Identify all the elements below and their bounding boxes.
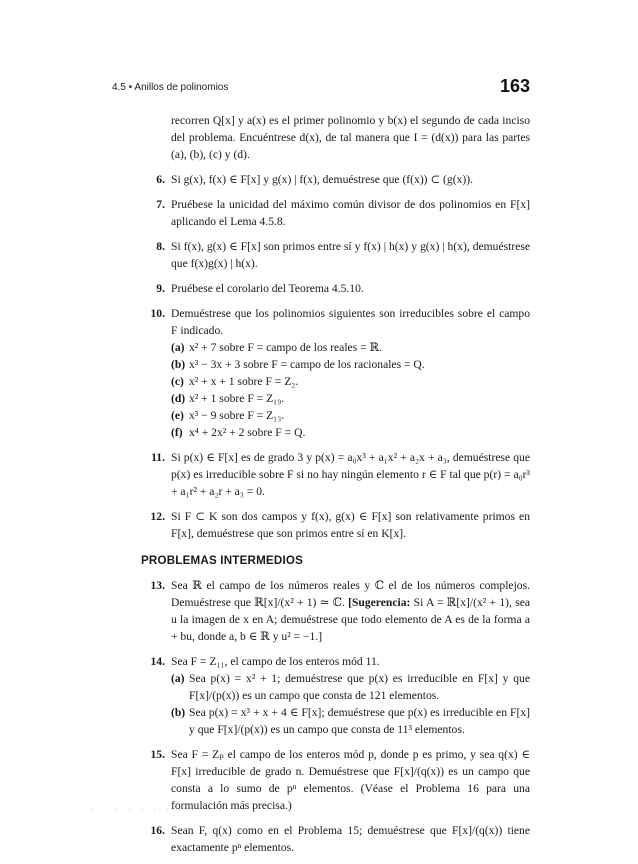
subitem: [171, 390, 530, 407]
problem-item: [143, 746, 530, 814]
problem-text: Sea F = Z₁₁, el campo de los enteros mód 11.: [171, 655, 380, 668]
subitem-list: [171, 670, 530, 738]
subitem-text: x³ − 3x + 3 sobre F = campo de los racionales = Q.: [189, 358, 425, 371]
problem-text: Si F ⊂ K son dos campos y f(x), g(x) ∈ F[x] son relativamente primos en F[x], demuéstrese que son primos entre sí en K[x].: [171, 510, 530, 540]
problem-number: 9.: [156, 282, 165, 295]
subitem-text: x² + x + 1 sobre F = Z₂.: [189, 375, 299, 388]
subitem: [171, 424, 530, 441]
problem-number: 7.: [156, 198, 165, 211]
problem-list-basic: [143, 171, 530, 297]
subitem: [171, 339, 530, 356]
intro-text: recorren Q[x] y a(x) es el primer polinomio y b(x) el segundo de cada inciso del problema. Encuéntrese d(x), de tal manera que I = (d(x)) para las partes (a), (b), (c) y (d).: [171, 114, 530, 161]
problem-item: [143, 449, 530, 500]
subitem-label: (f): [171, 426, 183, 439]
subitem-list: [171, 339, 530, 441]
problem-number: 6.: [156, 173, 165, 186]
problem-text: Si p(x) ∈ F[x] es de grado 3 y p(x) = a₀x³ + a₁x² + a₂x + a₃, demuéstrese que p(x) es irreducible sobre F si no hay ningún elemento r ∈ F tal que p(r) = a₀r³ + a₁r² + a₂r + a₃ = 0.: [171, 451, 530, 498]
subitem-text: x² + 1 sobre F = Z₁₉.: [189, 392, 285, 405]
problem-item: [143, 822, 530, 856]
problem-text-part: Sea ℝ el campo de los números reales y ℂ el de los números complejos. Demuéstrese que ℝ[x]/(x² + 1) ≃ ℂ.: [171, 579, 530, 609]
subitem: [171, 407, 530, 424]
intro-paragraph: [143, 112, 530, 163]
problem-item: [143, 305, 530, 441]
problem-number: 14.: [150, 655, 165, 668]
problem-text: Demuéstrese que los polinomios siguientes son irreducibles sobre el campo F indicado.: [171, 307, 530, 337]
problem-number: 15.: [150, 748, 165, 761]
section-title-header: 4.5 • Anillos de polinomios: [112, 82, 229, 93]
problem-text: Pruébese la unicidad del máximo común divisor de dos polinomios en F[x] aplicando el Lema 4.5.8.: [171, 198, 530, 228]
subitem-label: (e): [171, 409, 184, 422]
problem-text: Si g(x), f(x) ∈ F[x] y g(x) | f(x), demuéstrese que (f(x)) ⊂ (g(x)).: [171, 173, 473, 186]
problem-item: [143, 653, 530, 738]
problem-list-basic-2: [143, 449, 530, 542]
page-number: 163: [499, 76, 530, 96]
subitem-label: (b): [171, 358, 186, 371]
problem-text: Sea F = Zₚ el campo de los enteros mód p, donde p es primo, y sea q(x) ∈ F[x] irreducible de grado n. Demuéstrese que F[x]/(q(x)) es un campo que consta a lo sumo de pⁿ elementos. (Véase el Problema 16 para una formulación más precisa.): [171, 748, 530, 812]
subitem-text: Sea p(x) = x² + 1; demuéstrese que p(x) es irreducible en F[x] y que F[x]/(p(x)) es un campo que consta de 121 elementos.: [189, 672, 530, 702]
subitem-label: (c): [171, 375, 184, 388]
problem-number: 16.: [150, 824, 165, 837]
subitem: [171, 704, 530, 738]
problem-text: Sean F, q(x) como en el Problema 15; demuéstrese que F[x]/(q(x)) tiene exactamente pⁿ elementos.: [171, 824, 530, 854]
problem-number: 8.: [156, 240, 165, 253]
problem-item: [143, 577, 530, 645]
subitem: [171, 373, 530, 390]
problem-item: [143, 280, 530, 297]
subitem-text: x² + 7 sobre F = campo de los reales = ℝ.: [189, 341, 383, 354]
problem-text: Pruébese el corolario del Teorema 4.5.10.: [171, 282, 364, 295]
subitem-label: (a): [171, 341, 185, 354]
problem-number: 10.: [150, 307, 165, 320]
subitem-label: (b): [171, 706, 186, 719]
problem-text: Si f(x), g(x) ∈ F[x] son primos entre sí y f(x) | h(x) y g(x) | h(x), demuéstrese que f(x)g(x) | h(x).: [171, 240, 530, 270]
section-heading: PROBLEMAS INTERMEDIOS: [141, 554, 304, 567]
problem-item: [143, 238, 530, 272]
problem-text: [171, 577, 530, 645]
problem-number: 13.: [150, 579, 165, 592]
problem-item: [143, 196, 530, 230]
problem-list-intermediate: [143, 746, 530, 856]
subitem-label: (a): [171, 672, 185, 685]
problem-text-part: Si A = ℝ[x]/(x² + 1), sea u la imagen de x en A; demuéstrese que todo elemento de A es de la forma a + bu, donde a, b ∈ ℝ y u² = −1.]: [171, 596, 530, 643]
running-header: [112, 78, 530, 100]
subitem-text: x³ − 9 sobre F = Z₁₃.: [189, 409, 285, 422]
scan-artifact-dots: · · · · · · · · ·: [90, 806, 198, 815]
subitem-text: Sea p(x) = x³ + x + 4 ∈ F[x]; demuéstrese que p(x) es irreducible en F[x] y que F[x]/(p(x)) es un campo que consta de 11³ elementos.: [189, 706, 530, 736]
subitem: [171, 356, 530, 373]
problem-number: 12.: [150, 510, 165, 523]
problem-item: [143, 508, 530, 542]
problem-number: 11.: [151, 451, 165, 464]
page-body: [143, 112, 530, 864]
subitem-label: (d): [171, 392, 186, 405]
problem-item: [143, 171, 530, 188]
subitem-text: x⁴ + 2x² + 2 sobre F = Q.: [189, 426, 306, 439]
subitem: [171, 670, 530, 704]
hint-label: [Sugerencia:: [348, 596, 411, 609]
